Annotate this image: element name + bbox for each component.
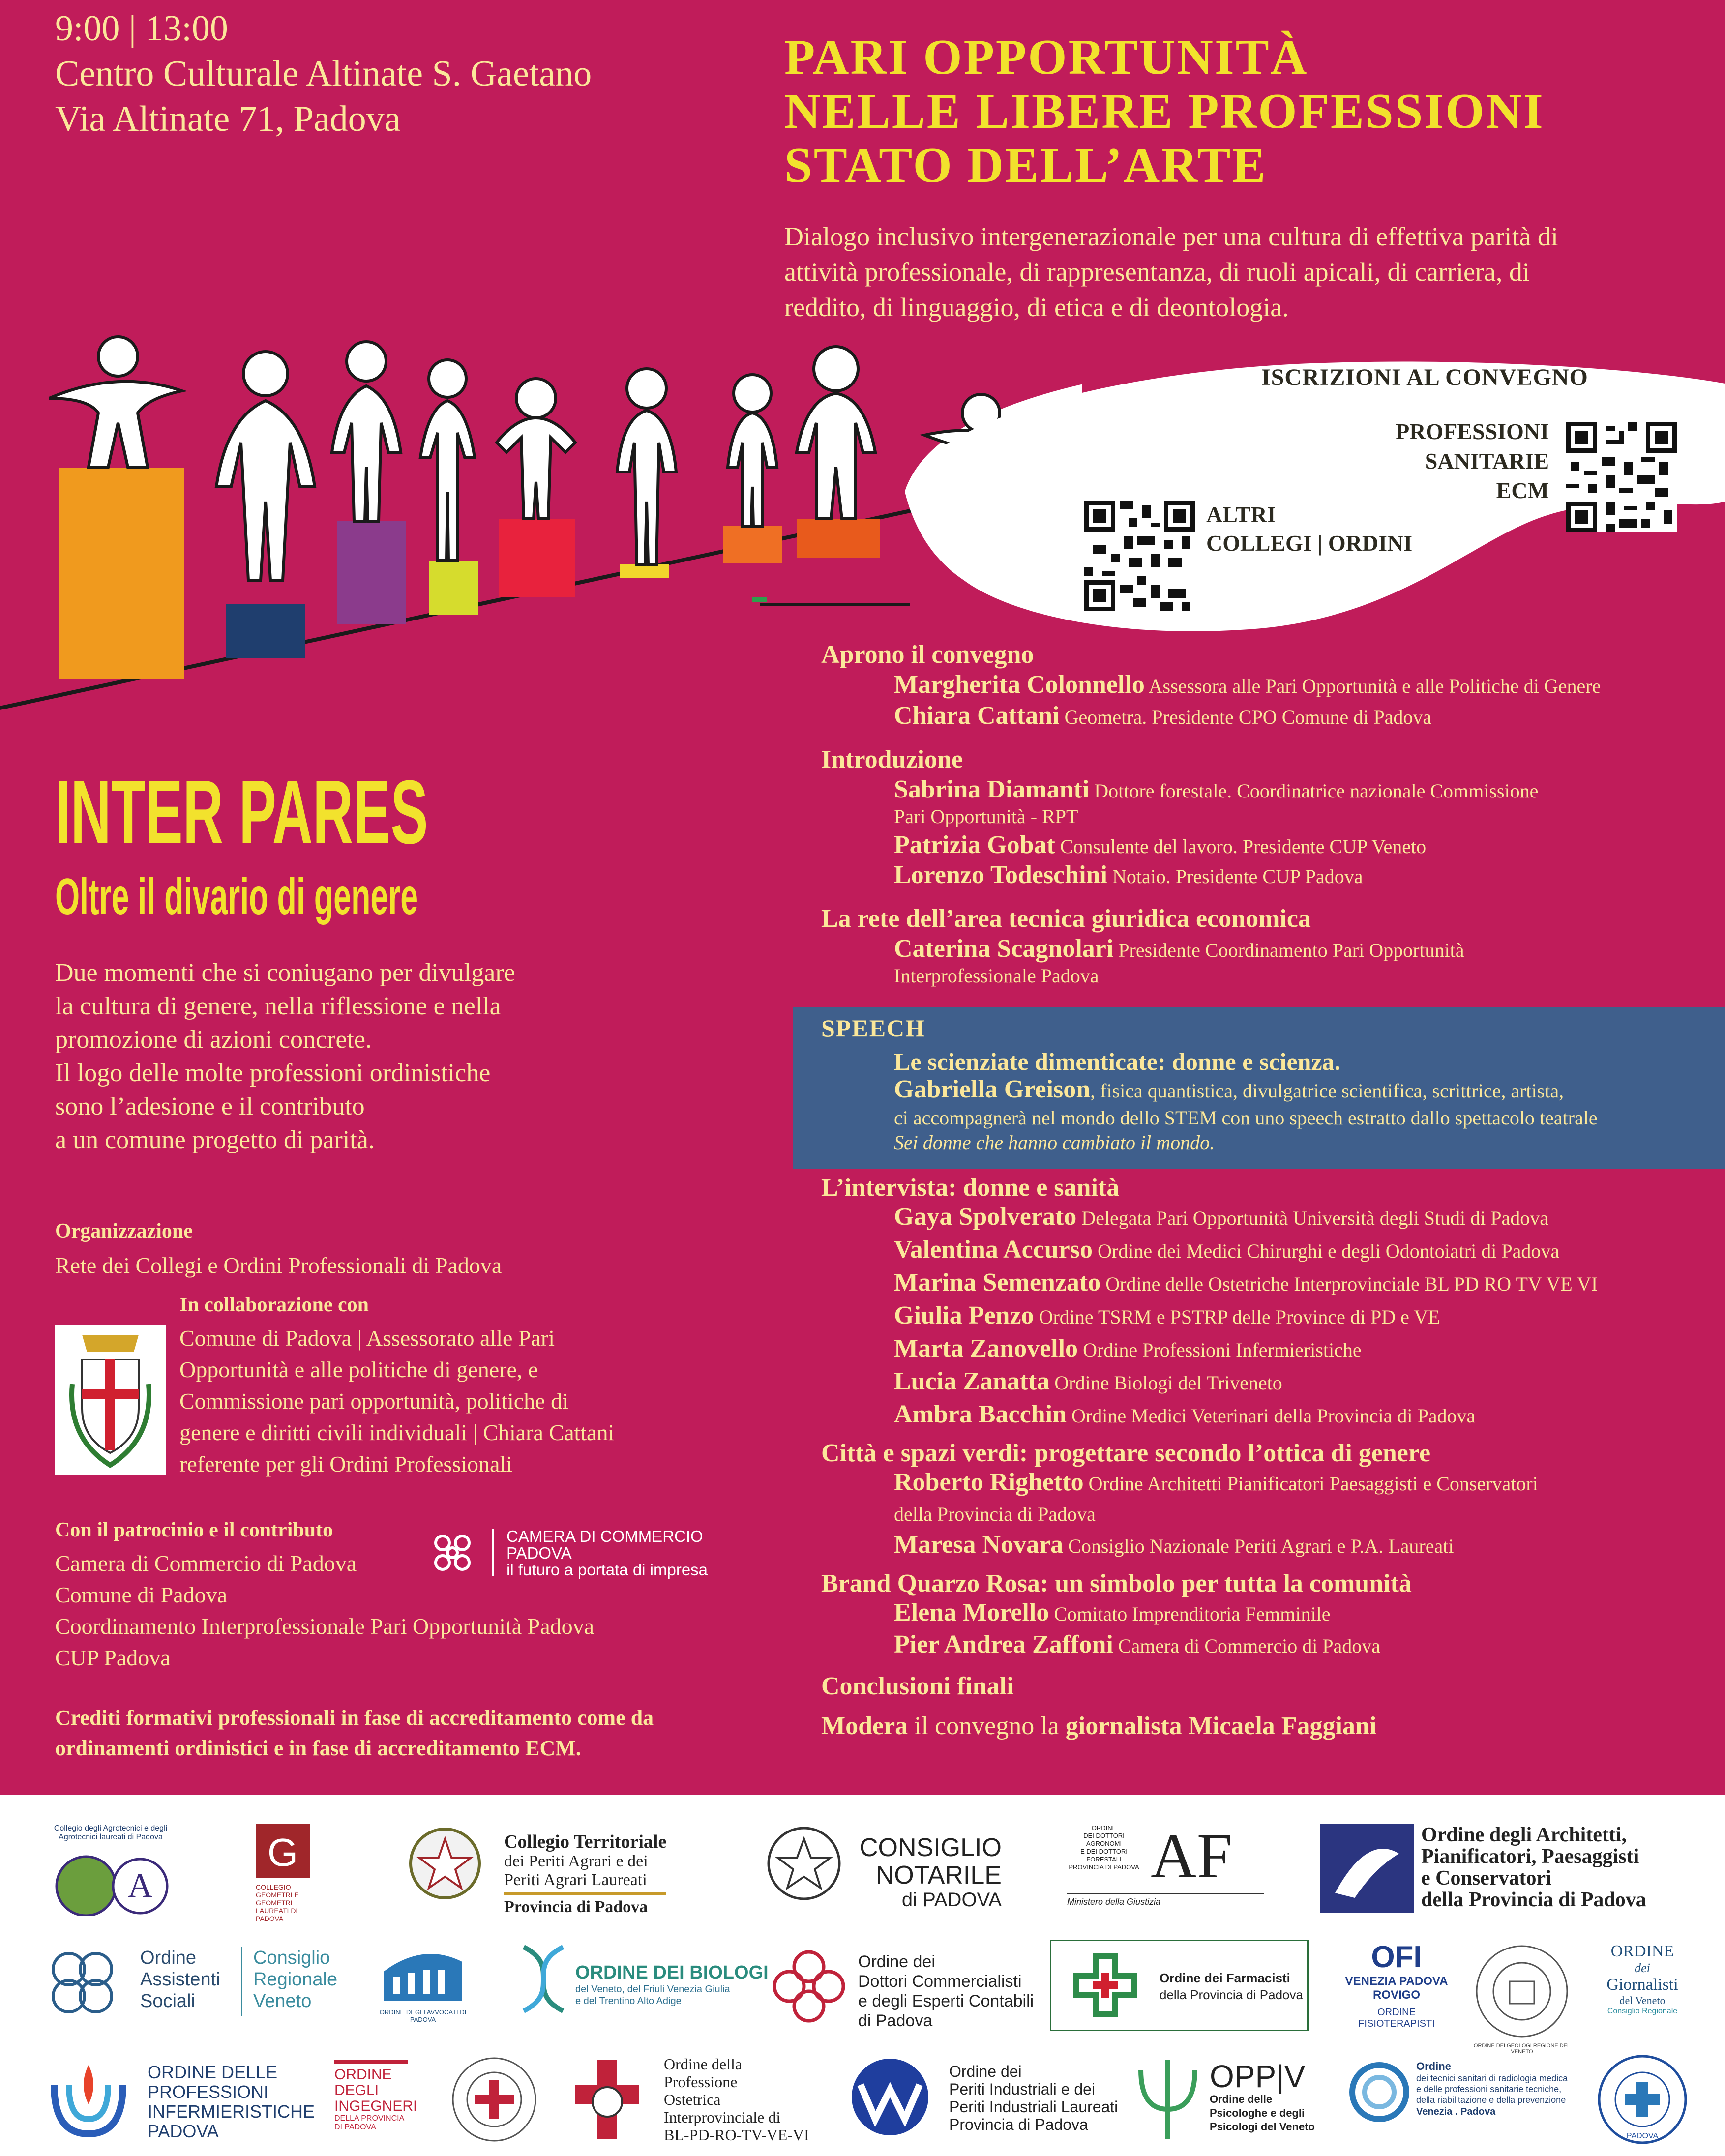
collab-text xyxy=(179,1323,614,1480)
logo-repubblica xyxy=(401,1824,489,1910)
logos-footer xyxy=(0,1795,1725,2156)
logo-text: CONSIGLIO xyxy=(860,1833,1002,1862)
health-line: SANITARIE xyxy=(1425,448,1549,473)
speaker-role: Assessora alle Pari Opportunità e alle Politiche di Genere xyxy=(1148,675,1601,697)
logo-text: ORDINE DELLE xyxy=(148,2062,278,2082)
logo-architetti xyxy=(1320,1824,1414,1913)
logo-text: COLLEGIO GEOMETRI E GEOMETRI LAUREATI DI PADOVA xyxy=(256,1883,299,1922)
event-address: Via Altinate 71, Padova xyxy=(55,99,401,139)
speaker-role: Ordine TSRM e PSTRP delle Province di PD e VE xyxy=(1039,1306,1440,1328)
section-title: Brand Quarzo Rosa: un simbolo per tutta la comunità xyxy=(821,1569,1412,1597)
logo-text: DI PADOVA xyxy=(334,2123,376,2131)
section-title: Città e spazi verdi: progettare secondo l’ottica di genere xyxy=(821,1439,1431,1467)
patronage-line: Camera di Commercio di Padova xyxy=(55,1551,357,1576)
camera-line: CAMERA DI COMMERCIO xyxy=(506,1527,703,1545)
speaker-row xyxy=(821,1632,1716,1659)
logo-text: della riabilitazione e della prevenzione xyxy=(1416,2095,1566,2105)
logo-ofi xyxy=(1338,1940,1456,2030)
geologi-seal-icon xyxy=(1473,1942,1571,2040)
title-line-1: PARI OPPORTUNITÀ xyxy=(784,30,1309,85)
speaker-role: Dottore forestale. Coordinatrice nazionale Commissione xyxy=(1094,780,1539,802)
medici-seal-icon xyxy=(450,2055,538,2144)
speaker-role: Camera di Commercio di Padova xyxy=(1118,1635,1381,1657)
logo-text: Consiglio Regionale xyxy=(1607,2007,1678,2015)
logo-text: Ordine dei xyxy=(949,2063,1022,2080)
speaker-name: Pier Andrea Zaffoni xyxy=(894,1630,1113,1658)
title-line-2: NELLE LIBERE PROFESSIONI xyxy=(784,84,1545,139)
speaker-name: Marina Semenzato xyxy=(894,1269,1101,1297)
section-title: La rete dell’area tecnica giuridica economica xyxy=(821,905,1311,933)
psi-icon xyxy=(1131,2055,1205,2144)
speaker-role: Geometra. Presidente CPO Comune di Padova xyxy=(1064,706,1432,728)
logo-text: e delle professioni sanitarie tecniche, xyxy=(1416,2084,1562,2094)
assistenti-icon xyxy=(39,1940,125,2026)
figure xyxy=(497,379,575,519)
block-purple xyxy=(337,521,406,624)
speaker-role: Comitato Imprenditoria Femminile xyxy=(1054,1603,1331,1625)
registration-heading: ISCRIZIONI AL CONVEGNO xyxy=(1261,364,1588,390)
logo-agrotecnici xyxy=(47,1824,175,1918)
figure xyxy=(332,342,401,521)
speaker-name: Roberto Righetto xyxy=(894,1468,1084,1496)
logo-text: OFI xyxy=(1371,1940,1422,1974)
logo-rule xyxy=(1067,1893,1264,1894)
patronage-line: CUP Padova xyxy=(55,1645,171,1670)
block-navy xyxy=(226,604,305,658)
speaker-row xyxy=(821,1402,1716,1429)
speaker-role: Ordine delle Ostetriche Interprovinciale BL PD RO TV VE VI xyxy=(1105,1273,1598,1295)
speaker-row xyxy=(821,1270,1716,1297)
speaker-role: Ordine dei Medici Chirurghi e degli Odontoiatri di Padova xyxy=(1098,1240,1560,1262)
organization-label: Organizzazione xyxy=(55,1220,193,1242)
logo-text: OPP|V xyxy=(1210,2059,1306,2094)
logo-tsrm xyxy=(1347,2055,1411,2129)
speech-label: SPEECH xyxy=(821,1014,926,1042)
logo-oppv xyxy=(1131,2055,1205,2144)
svg-text:G: G xyxy=(267,1831,298,1874)
figure xyxy=(49,337,182,467)
logo-text: Sociali xyxy=(140,1991,195,2011)
logo-text: ROVIGO xyxy=(1372,1988,1420,2002)
patronage-line: Coordinamento Interprofessionale Pari Opportunità Padova xyxy=(55,1614,595,1639)
camera-commercio-icon xyxy=(428,1528,477,1577)
logo-text: e Conservatori xyxy=(1421,1867,1551,1890)
logo-text: del Veneto, del Friuli Venezia Giulia xyxy=(575,1984,730,1995)
inter-pares-subtitle: Oltre il divario di genere xyxy=(55,868,418,925)
logo-text: Giornalisti xyxy=(1606,1976,1678,1994)
speaker-row xyxy=(821,1600,1716,1627)
figure xyxy=(797,347,875,519)
speaker-role: Ordine Professioni Infermieristiche xyxy=(1083,1339,1362,1361)
logo-text: Regionale xyxy=(253,1969,338,1990)
logo-text: DEI DOTTORI AGRONOMI xyxy=(1083,1832,1125,1847)
organization-value: Rete dei Collegi e Ordini Professionali di Padova xyxy=(55,1253,502,1278)
qr-code-health[interactable] xyxy=(1566,422,1677,532)
event-info xyxy=(55,6,592,142)
logo-text: Ordine xyxy=(140,1948,197,1968)
speaker-role: Presidente Coordinamento Pari Opportunità xyxy=(1118,939,1464,961)
logo-medici xyxy=(450,2055,538,2146)
avvocati-icon xyxy=(374,1942,472,2006)
logo-geometri xyxy=(256,1824,310,1922)
logo-text: Ministero della Giustizia xyxy=(1067,1897,1161,1907)
speaker-row xyxy=(821,1237,1716,1264)
ostetrica-icon xyxy=(570,2055,644,2144)
infermieri-icon xyxy=(44,2055,133,2139)
collab-line: referente per gli Ordini Professionali xyxy=(179,1451,512,1477)
logo-divider xyxy=(241,1947,242,2016)
collab-line: genere e diritti civili individuali | Chiara Cattani xyxy=(179,1420,615,1445)
logo-tsrm-text xyxy=(1416,2060,1568,2118)
af-monogram: AF xyxy=(1151,1821,1233,1891)
logo-text: DELLA PROVINCIA xyxy=(334,2114,405,2123)
logo-avvocati xyxy=(374,1942,472,2023)
speech-line-3: Sei donne che hanno cambiato il mondo. xyxy=(894,1131,1215,1153)
logo-text: della Provincia di Padova xyxy=(1160,1987,1303,2002)
moderator-label: Modera xyxy=(821,1712,908,1740)
logo-text: di PADOVA xyxy=(901,1889,1002,1911)
speaker-name: Marta Zanovello xyxy=(894,1334,1078,1362)
logo-text: Psicologhe e degli xyxy=(1210,2107,1305,2119)
qr-code-others[interactable] xyxy=(1084,501,1195,611)
speaker-role: Ordine Medici Veterinari della Provincia di Padova xyxy=(1071,1405,1476,1427)
logo-text: PADOVA xyxy=(148,2121,219,2141)
speaker-role: Ordine Architetti Pianificatori Paesaggisti e Conservatori xyxy=(1088,1473,1538,1495)
speaker-name: Caterina Scagnolari xyxy=(894,935,1114,963)
notarile-emblem-icon xyxy=(765,1824,843,1903)
collab-line: Commissione pari opportunità, politiche di xyxy=(179,1388,568,1414)
logo-notarile-text xyxy=(860,1834,1002,1911)
speaker-name: Margherita Colonnello xyxy=(894,671,1145,699)
logo-text: e degli Esperti Contabili xyxy=(858,1992,1034,2010)
logo-periti-industriali-text xyxy=(949,2063,1118,2133)
speaker-name: Sabrina Diamanti xyxy=(894,775,1090,803)
architetti-icon xyxy=(1320,1824,1414,1913)
health-line: ECM xyxy=(1496,478,1549,503)
credits-line: ordinamenti ordinistici e in fase di accreditamento ECM. xyxy=(55,1736,581,1760)
speaker-role: Delegata Pari Opportunità Università degli Studi di Padova xyxy=(1081,1207,1549,1229)
logo-commercialisti xyxy=(765,1942,853,2031)
speaker-row xyxy=(821,1470,1716,1497)
block-orange2 xyxy=(723,526,782,563)
speaker-name: Chiara Cattani xyxy=(894,702,1060,730)
logo-text: Pianificatori, Paesaggisti xyxy=(1421,1845,1639,1868)
health-line: PROFESSIONI xyxy=(1396,419,1549,444)
speaker-role: Notaio. Presidente CUP Padova xyxy=(1112,865,1363,887)
speaker-name: Patrizia Gobat xyxy=(894,831,1055,859)
logo-text: del Veneto xyxy=(1619,1994,1666,2007)
title-line-3: STATO DELL’ARTE xyxy=(784,138,1267,193)
intro-line: Due momenti che si coniugano per divulgare xyxy=(55,959,515,987)
block-red xyxy=(499,519,575,597)
logo-text: ORDINE DEGLI AVVOCATI DI PADOVA xyxy=(379,2008,467,2023)
logo-text: e del Trentino Alto Adige xyxy=(575,1996,682,2007)
logo-text: della Provincia di Padova xyxy=(1421,1889,1646,1911)
logo-text: dei tecnici sanitari di radiologia medica xyxy=(1416,2073,1568,2083)
collab-line: Opportunità e alle politiche di genere, e xyxy=(179,1357,538,1382)
logo-text: INFERMIERISTICHE xyxy=(148,2101,315,2122)
speaker-name: Elena Morello xyxy=(894,1598,1049,1626)
logo-text: Assistenti xyxy=(140,1969,220,1990)
speaker-role: Consiglio Nazionale Periti Agrari e P.A. Laureati xyxy=(1068,1535,1454,1557)
logo-text: Interprovinciale di xyxy=(664,2108,781,2126)
speaker-row xyxy=(821,936,1716,963)
logo-text: PROFESSIONI xyxy=(148,2082,269,2102)
logo-infermieri xyxy=(44,2055,133,2139)
logo-biologi-text xyxy=(575,1962,769,2007)
logo-text: Dottori Commercialisti xyxy=(858,1972,1022,1991)
logo-text: ORDINE xyxy=(334,2067,392,2083)
speaker-row xyxy=(821,832,1716,859)
dialog-line: reddito, di linguaggio, di etica e di deontologia. xyxy=(784,293,1289,322)
camera-commercio-logo xyxy=(506,1528,708,1578)
program xyxy=(821,640,1716,989)
others-line: COLLEGI | ORDINI xyxy=(1206,531,1413,556)
figure xyxy=(728,375,777,526)
inter-pares-title: INTER PARES xyxy=(55,761,428,862)
logo-text: ORDINE xyxy=(1091,1824,1117,1831)
dialog-line: attività professionale, di rappresentanza, di ruoli apicali, di carriera, di xyxy=(784,257,1530,287)
speaker-row xyxy=(821,777,1716,804)
logo-infermieri-text xyxy=(148,2063,315,2141)
collab-label: In collaborazione con xyxy=(179,1294,369,1316)
logo-text: Ostetrica xyxy=(664,2091,721,2108)
dialog-line: Dialogo inclusivo intergenerazionale per una cultura di effettiva parità di xyxy=(784,222,1558,251)
logo-rule xyxy=(334,2060,408,2064)
credits-text xyxy=(55,1703,654,1764)
logo-giornalisti xyxy=(1593,1942,1692,2016)
logo-text: Ordine dei xyxy=(858,1952,935,1971)
credits-line: Crediti formativi professionali in fase di accreditamento come da xyxy=(55,1706,654,1730)
tsrm-icon xyxy=(1347,2055,1411,2129)
logo-rule xyxy=(504,1892,666,1895)
logo-commercialisti-text xyxy=(858,1952,1034,2031)
logo-text: Ordine della xyxy=(664,2055,743,2073)
logo-text: PADOVA xyxy=(1626,2132,1659,2140)
intro-line: sono l’adesione e il contributo xyxy=(55,1093,365,1121)
conclusions: Conclusioni finali xyxy=(821,1672,1014,1700)
speaker-role: , fisica quantistica, divulgatrice scientifica, scrittrice, artista, xyxy=(1090,1080,1564,1102)
speaker-name: Lucia Zanatta xyxy=(894,1367,1050,1395)
speech-box xyxy=(793,1007,1725,1169)
star-emblem-icon xyxy=(401,1824,489,1908)
logo-text: dei Periti Agrari e dei xyxy=(504,1852,648,1870)
logo-farmacisti xyxy=(1050,1940,1309,2031)
inter-pares-text xyxy=(55,956,515,1157)
moderator-line xyxy=(821,1712,1716,1741)
logo-periti-industriali xyxy=(841,2055,939,2139)
logo-text: ORDINE xyxy=(1610,1942,1674,1960)
padova-coat-of-arms xyxy=(55,1325,166,1475)
logo-agronomi-forestali xyxy=(1067,1821,1264,1907)
logo-biologi xyxy=(514,1942,573,2016)
speaker-row xyxy=(821,1204,1716,1231)
logo-text: Provincia di Padova xyxy=(949,2116,1088,2133)
speaker-row xyxy=(821,672,1716,699)
logo-ingegneri xyxy=(334,2060,417,2132)
collab-line: Comune di Padova | Assessorato alle Pari xyxy=(179,1326,555,1351)
main-title xyxy=(784,30,1545,193)
intro-line: promozione di azioni concrete. xyxy=(55,1026,372,1054)
block-orange3 xyxy=(797,519,880,558)
speaker-name: Maresa Novara xyxy=(894,1531,1064,1559)
event-time: 9:00 | 13:00 xyxy=(55,8,228,49)
block-yellow xyxy=(620,564,669,578)
logo-text: Periti Industriali e dei xyxy=(949,2080,1096,2098)
logo-text: Professione xyxy=(664,2073,738,2091)
logo-text: Veneto xyxy=(253,1991,312,2011)
registration-health xyxy=(1338,417,1549,505)
camera-line: il futuro a portata di impresa xyxy=(506,1561,708,1579)
speaker-row xyxy=(821,1532,1716,1559)
logo-text: di Padova xyxy=(858,2011,933,2030)
logo-veterinari xyxy=(1593,2053,1692,2141)
logo-text: Ordine delle xyxy=(1210,2093,1273,2105)
logo-text: BL-PD-RO-TV-VE-VI xyxy=(664,2126,809,2144)
camera-divider xyxy=(492,1529,494,1576)
camera-line: PADOVA xyxy=(506,1544,572,1562)
logo-text: Periti Industriali Laureati xyxy=(949,2098,1118,2116)
intro-line: a un comune progetto di parità. xyxy=(55,1126,375,1154)
speaker-name: Valentina Accurso xyxy=(894,1236,1093,1264)
speaker-name: Giulia Penzo xyxy=(894,1301,1034,1329)
speaker-role: Ordine Biologi del Triveneto xyxy=(1054,1372,1282,1394)
logo-ostetrica xyxy=(570,2055,644,2144)
logo-architetti-text xyxy=(1421,1824,1646,1911)
logo-text: VENEZIA PADOVA xyxy=(1345,1975,1448,1988)
registration-others xyxy=(1206,501,1412,558)
event-venue: Centro Culturale Altinate S. Gaetano xyxy=(55,54,592,94)
logo-text: ORDINE xyxy=(1377,2007,1416,2018)
speaker-name: Ambra Bacchin xyxy=(894,1400,1067,1428)
speech-speaker xyxy=(894,1077,1564,1104)
logo-text: ORDINE DEI GEOLOGI REGIONE DEL VENETO xyxy=(1473,2043,1571,2055)
logo-oppv-text xyxy=(1210,2060,1315,2134)
logo-text: INGEGNERI xyxy=(334,2098,417,2114)
logo-text: E DEI DOTTORI FORESTALI xyxy=(1080,1848,1128,1863)
logo-consiglio-text xyxy=(253,1947,337,2012)
periti-industriali-icon xyxy=(841,2055,939,2139)
speech-title: Le scienziate dimenticate: donne e scienza. xyxy=(894,1048,1341,1075)
speaker-row xyxy=(821,1336,1716,1363)
logo-text: PROVINCIA DI PADOVA xyxy=(1069,1863,1139,1871)
speaker-role: Consulente del lavoro. Presidente CUP Veneto xyxy=(1060,835,1427,857)
speaker-role-cont: Pari Opportunità - RPT xyxy=(894,805,1078,827)
intro-line: Il logo delle molte professioni ordinistiche xyxy=(55,1059,491,1087)
speaker-row xyxy=(821,1303,1716,1330)
logo-text: Ordine dei Farmacisti xyxy=(1160,1971,1290,1985)
logo-text: Venezia . Padova xyxy=(1416,2106,1496,2117)
speaker-role-cont: Interprofessionale Padova xyxy=(894,965,1099,987)
logo-assistenti-sociali xyxy=(39,1940,125,2026)
svg-text:A: A xyxy=(127,1867,153,1905)
agrotecnici-icon xyxy=(47,1842,175,1916)
logo-text: Ordine degli Architetti, xyxy=(1421,1824,1627,1846)
others-line: ALTRI xyxy=(1206,502,1276,527)
logo-text: ORDINE DEI BIOLOGI xyxy=(575,1962,769,1983)
logo-assistenti-text xyxy=(140,1947,220,2012)
speech-line-2: ci accompagnerà nel mondo dello STEM con uno speech estratto dallo spettacolo teatrale xyxy=(894,1107,1598,1129)
moderator-text: il convegno la xyxy=(908,1712,1066,1740)
logo-geologi xyxy=(1473,1942,1571,2055)
logo-text: FISIOTERAPISTI xyxy=(1358,2018,1435,2029)
patronage-line: Comune di Padova xyxy=(55,1582,228,1607)
logo-text: Collegio degli Agrotecnici e degli Agrotecnici laureati di Padova xyxy=(54,1824,168,1841)
logo-text: Collegio Territoriale xyxy=(504,1831,667,1852)
logo-text: NOTARILE xyxy=(875,1861,1002,1890)
speaker-role-cont: della Provincia di Padova xyxy=(894,1503,1096,1525)
patronage-label: Con il patrocinio e il contributo xyxy=(55,1519,333,1541)
speaker-name: Lorenzo Todeschini xyxy=(894,861,1107,889)
section-title: Introduzione xyxy=(821,745,963,773)
pharmacy-cross-icon xyxy=(1066,1949,1145,2022)
logo-text: Provincia di Padova xyxy=(504,1898,648,1916)
intro-line: la cultura di genere, nella riflessione e nella xyxy=(55,992,501,1020)
figure xyxy=(216,352,315,580)
logo-text: Ordine xyxy=(1416,2060,1451,2072)
dna-icon xyxy=(514,1942,573,2016)
logo-text: Periti Agrari Laureati xyxy=(504,1871,647,1889)
block-lime xyxy=(429,561,478,615)
logo-text: Consiglio xyxy=(253,1948,330,1968)
logo-text: DEGLI xyxy=(334,2082,379,2098)
logo-notarile xyxy=(765,1824,843,1905)
speaker-row xyxy=(821,862,1716,889)
logo-text: Psicologi del Veneto xyxy=(1210,2121,1315,2133)
block-orange xyxy=(59,468,184,679)
speaker-name: Gaya Spolverato xyxy=(894,1203,1077,1231)
figure xyxy=(617,369,676,564)
section-title: L’intervista: donne e sanità xyxy=(821,1174,1120,1202)
section-title: Aprono il convegno xyxy=(821,641,1034,669)
moderator-name: giornalista Micaela Faggiani xyxy=(1065,1712,1377,1740)
logo-text: dei xyxy=(1635,1961,1650,1975)
dialog-text xyxy=(784,219,1558,325)
speaker-row xyxy=(821,1369,1716,1396)
commercialisti-icon xyxy=(765,1942,853,2031)
logo-ostetrica-text xyxy=(664,2055,809,2144)
speaker-row xyxy=(821,703,1716,730)
figure xyxy=(420,360,475,561)
speaker-name: Gabriella Greison xyxy=(894,1075,1091,1103)
logo-periti-agrari xyxy=(504,1831,666,1917)
program-2 xyxy=(821,1173,1716,1741)
